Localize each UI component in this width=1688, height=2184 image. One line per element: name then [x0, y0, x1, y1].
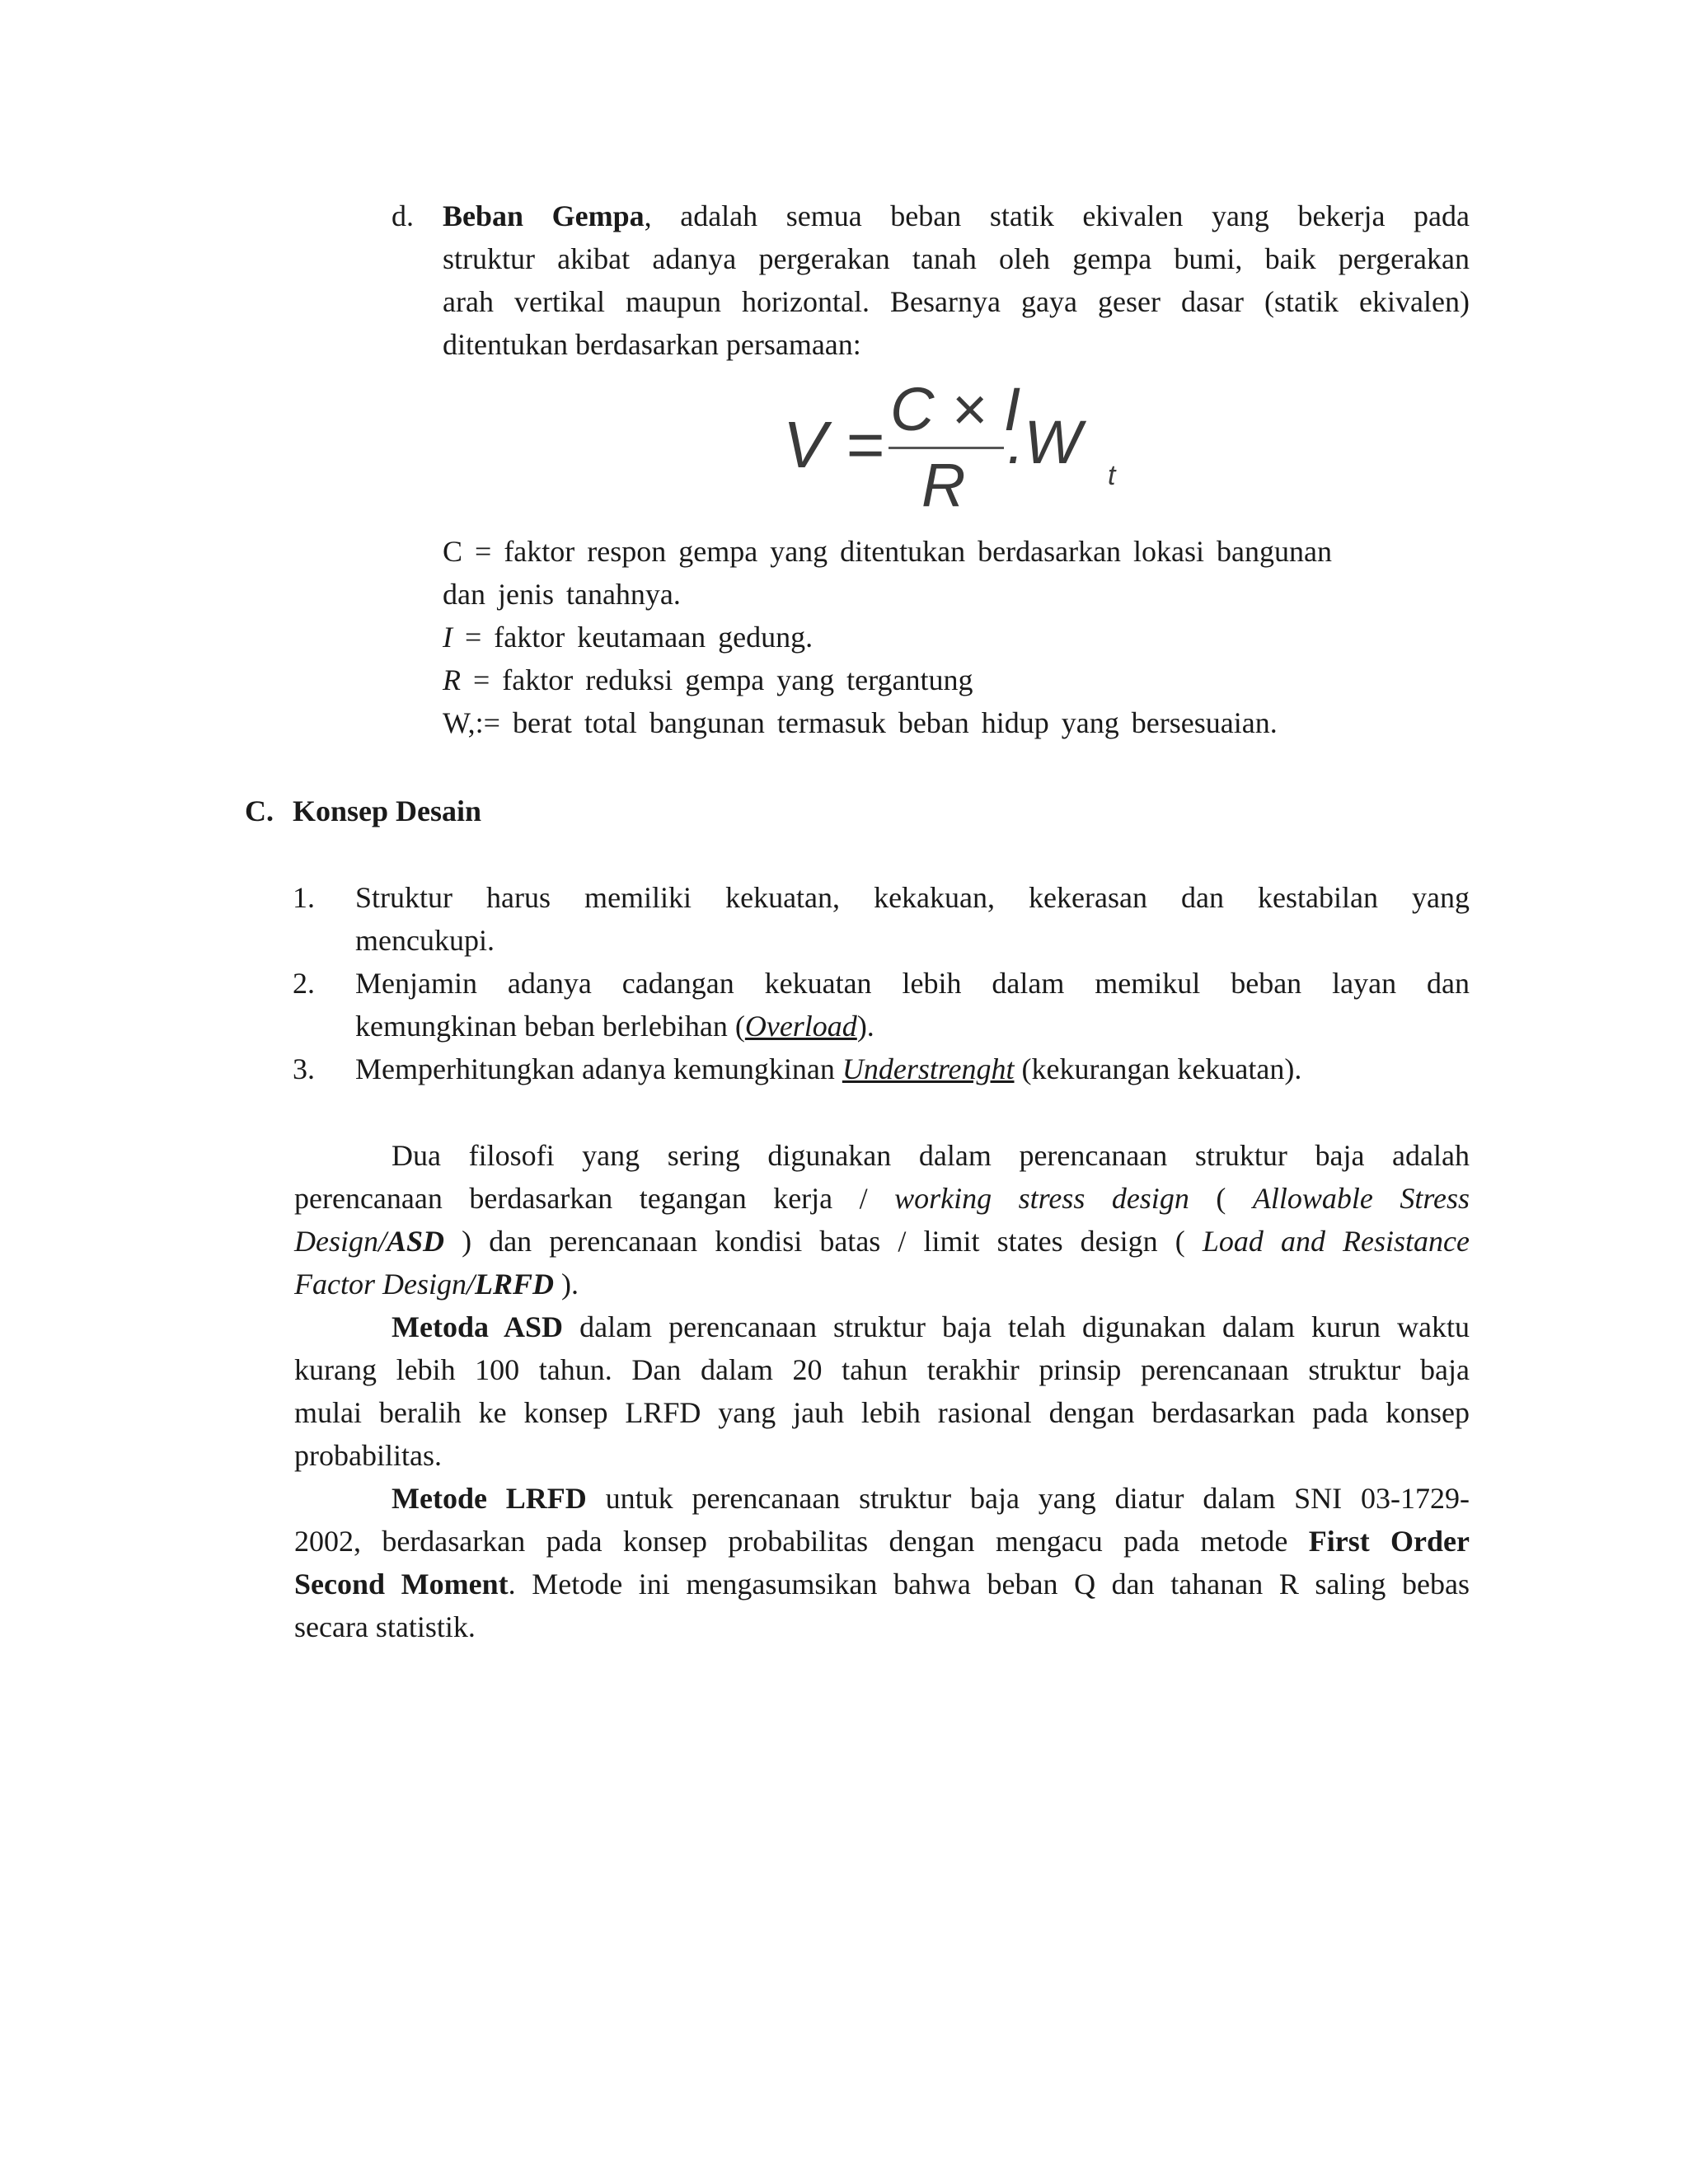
para-2-line-4: probabilitas. — [294, 1439, 442, 1472]
list-item-2-text: kemungkinan beban berlebihan ( — [355, 1010, 745, 1043]
list-item-3-text: Memperhitungkan adanya kemungkinan — [355, 1052, 842, 1085]
paragraph-1 — [294, 1134, 1470, 1305]
term-working-stress: working stress design — [894, 1182, 1189, 1215]
fraction-bar — [889, 447, 1004, 449]
term-second-moment: Second Moment — [294, 1568, 509, 1601]
item-d-body — [443, 194, 1470, 366]
term-factor-design: Factor Design/ — [294, 1268, 475, 1301]
item-d-line-4: ditentukan berdasarkan persamaan: — [443, 328, 861, 361]
term-asd: ASD — [387, 1225, 445, 1258]
legend-c-line-1: C = faktor respon gempa yang ditentukan berdasarkan lokasi bangunan — [443, 535, 1332, 568]
term-design: Design/ — [294, 1225, 387, 1258]
list-item-2-close: ). — [856, 1010, 874, 1043]
formula-rhs: .W — [1007, 408, 1082, 476]
formula-denominator: R — [921, 451, 966, 519]
para-1-line-2-text: perencanaan berdasarkan tegangan kerja / — [294, 1182, 895, 1215]
list-item-1-line-2: mencukupi. — [355, 924, 495, 957]
list-item-2-line-1: Menjamin adanya cadangan kekuatan lebih dalam memikul beban layan dan — [355, 967, 1470, 1000]
para-1-line-3 — [294, 1220, 1470, 1263]
list-item-1-line-1: Struktur harus memiliki kekuatan, kekakuan, kekerasan dan kestabilan yang — [355, 881, 1470, 914]
section-label: C. — [245, 794, 274, 827]
overload-term: Overload — [744, 1010, 857, 1043]
formula-numerator: C × I — [890, 375, 1021, 443]
para-3-line-1-text: untuk perencanaan struktur baja yang diatur dalam SNI 03-1729- — [586, 1482, 1470, 1515]
legend-r-symbol: R — [443, 663, 461, 696]
legend-r — [443, 658, 1470, 701]
legend-i-text: = faktor keutamaan gedung. — [452, 621, 814, 654]
list-item-number: 3. — [293, 1052, 315, 1085]
list-item-3-line-1 — [355, 1047, 1470, 1090]
list-item — [293, 962, 1470, 1047]
legend-c-line-2: dan jenis tanahnya. — [443, 578, 681, 611]
para-1-line-2 — [294, 1177, 1470, 1220]
formula-legend — [443, 530, 1470, 744]
para-3-line-4: secara statistik. — [294, 1610, 476, 1643]
list-item-number: 1. — [293, 881, 315, 914]
formula-lhs: V = — [783, 408, 884, 481]
para-1-close: ). — [554, 1268, 579, 1301]
item-d-line-1 — [443, 194, 1470, 237]
term-metode-lrfd: Metode LRFD — [392, 1482, 587, 1515]
section-title: Konsep Desain — [293, 794, 482, 827]
term-metoda-asd: Metoda ASD — [392, 1310, 564, 1343]
list-item — [293, 876, 1470, 962]
list-item-2-line-2 — [355, 1005, 1470, 1047]
legend-r-text: = faktor reduksi gempa yang tergantung — [461, 663, 973, 696]
para-1-paren: ( — [1189, 1182, 1253, 1215]
term-first-order: First Order — [1308, 1525, 1470, 1558]
paragraph-2 — [294, 1305, 1470, 1477]
term-allowable-stress: Allowable Stress — [1252, 1182, 1470, 1215]
term-beban-gempa: Beban Gempa — [443, 199, 645, 232]
base-shear-formula — [775, 375, 1154, 519]
legend-i — [443, 616, 1470, 658]
body-paragraphs — [294, 1134, 1470, 1648]
item-d-marker: d. — [392, 199, 414, 232]
list-item-number: 2. — [293, 967, 315, 1000]
para-2-line-2: kurang lebih 100 tahun. Dan dalam 20 tahun terakhir prinsip perencanaan struktur baja — [294, 1353, 1470, 1386]
para-3-line-1 — [294, 1477, 1470, 1520]
term-load-resistance: Load and Resistance — [1202, 1225, 1470, 1258]
para-2-line-1-text: dalam perencanaan struktur baja telah digunakan dalam kurun waktu — [563, 1310, 1470, 1343]
legend-i-symbol: I — [443, 621, 452, 654]
para-2-line-3: mulai beralih ke konsep LRFD yang jauh lebih rasional dengan berdasarkan pada konsep — [294, 1396, 1470, 1429]
formula-subscript: t — [1108, 460, 1116, 491]
item-d-line-1-text: , adalah semua beban statik ekivalen yang bekerja pada — [644, 199, 1470, 232]
item-d-line-3: arah vertikal maupun horizontal. Besarnya gaya geser dasar (statik ekivalen) — [443, 285, 1470, 318]
para-1-line-4 — [294, 1263, 1470, 1305]
para-3-line-2 — [294, 1520, 1470, 1563]
term-lrfd: LRFD — [474, 1268, 554, 1301]
list-item-3-end: (kekurangan kekuatan). — [1014, 1052, 1302, 1085]
para-2-line-1 — [294, 1305, 1470, 1348]
list-item — [293, 1047, 1470, 1090]
para-3-line-2-text: 2002, berdasarkan pada konsep probabilitas dengan mengacu pada metode — [294, 1525, 1309, 1558]
para-3-line-3-text: . Metode ini mengasumsikan bahwa beban Q dan tahanan R saling bebas — [508, 1568, 1470, 1601]
paragraph-3 — [294, 1477, 1470, 1648]
para-1-line-1: Dua filosofi yang sering digunakan dalam perencanaan struktur baja adalah — [392, 1139, 1470, 1172]
item-d-line-2: struktur akibat adanya pergerakan tanah oleh gempa bumi, baik pergerakan — [443, 242, 1470, 275]
design-concept-list — [293, 876, 1470, 1090]
para-1-line-3-text: ) dan perencanaan kondisi batas / limit states design ( — [444, 1225, 1203, 1258]
legend-w: W,:= berat total bangunan termasuk beban hidup yang bersesuaian. — [443, 706, 1278, 739]
para-3-line-3 — [294, 1563, 1470, 1605]
understrenght-term: Understrenght — [842, 1052, 1015, 1085]
